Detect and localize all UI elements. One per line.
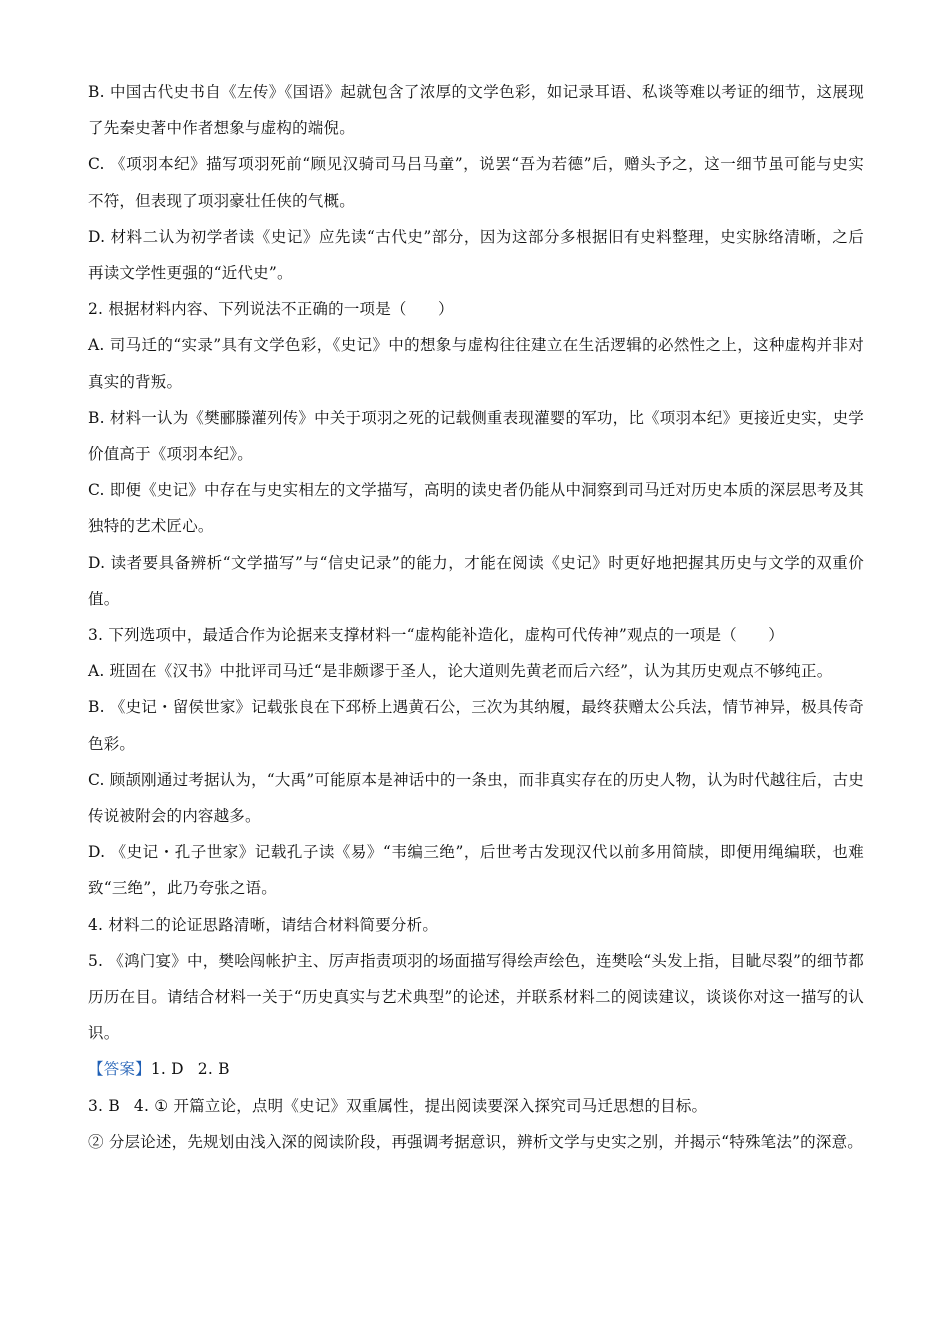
question-4: 4. 材料二的论证思路清晰，请结合材料简要分析。 bbox=[88, 915, 439, 934]
answer-line-2 bbox=[88, 1088, 864, 1124]
q2-option-c: C. 即便《史记》中存在与史实相左的文学描写，高明的读史者仍能从中洞察到司马迁对历史本质的深层思考及其独特的艺术匠心。 bbox=[88, 481, 864, 536]
q3-option-b: B. 《史记・留侯世家》记载张良在下邳桥上遇黄石公，三次为其纳履，最终获赠太公兵法，情节神异，极具传奇色彩。 bbox=[88, 698, 864, 753]
answer-3: 3. B bbox=[88, 1096, 120, 1115]
q2-option-b: B. 材料一认为《樊郦滕灌列传》中关于项羽之死的记载侧重表现灌婴的军功，比《项羽本纪》更接近史实，史学价值高于《项羽本纪》。 bbox=[88, 408, 864, 464]
q3-option-c: C. 顾颉刚通过考据认为，“大禹”可能原本是神话中的一条虫，而非真实存在的历史人物，认为时代越往后，古史传说被附会的内容越多。 bbox=[88, 770, 864, 826]
q2-option-a: A. 司马迁的“实录”具有文学色彩，《史记》中的想象与虚构往往建立在生活逻辑的必然性之上，这种虚构并非对真实的背叛。 bbox=[88, 336, 864, 391]
q1-option-c: C. 《项羽本纪》描写项羽死前“顾见汉骑司马吕马童”，说罢“吾为若德”后，赠头予之，这一细节虽可能与史实不符，但表现了项羽豪壮任侠的气概。 bbox=[88, 155, 864, 210]
q3-option-a: A. 班固在《汉书》中批评司马迁“是非颇谬于圣人，论大道则先黄老而后六经”，认为其历史观点不够纯正。 bbox=[88, 662, 833, 681]
q2-option-d: D. 读者要具备辨析“文学描写”与“信史记录”的能力，才能在阅读《史记》时更好地把握其历史与文学的双重价值。 bbox=[88, 553, 864, 608]
answer-4-point-2: ② 分层论述，先规划由浅入深的阅读阶段，再强调考据意识，辨析文学与史实之别，并揭示“特殊笔法”的深意。 bbox=[88, 1132, 863, 1151]
document-page bbox=[88, 74, 864, 1160]
answer-4-intro: 4. ① 开篇立论，点明《史记》双重属性，提出阅读要深入探究司马迁思想的目标。 bbox=[133, 1096, 708, 1115]
answer-1: 1. D bbox=[150, 1060, 184, 1079]
question-5: 5. 《鸿门宴》中，樊哙闯帐护主、厉声指责项羽的场面描写得绘声绘色，连樊哙“头发上指，目眦尽裂”的细节都历历在目。请结合材料一关于“历史真实与艺术典型”的论述，并联系材料二的阅读建议，谈谈你对这一描写的认识。 bbox=[88, 951, 864, 1043]
answer-2: 2. B bbox=[197, 1060, 230, 1079]
answer-tag: 【答案】 bbox=[88, 1060, 151, 1079]
answer-line-1 bbox=[88, 1051, 864, 1087]
question-2: 2. 根据材料内容、下列说法不正确的一项是（ ） bbox=[88, 300, 454, 319]
question-3: 3. 下列选项中，最适合作为论据来支撑材料一“虚构能补造化，虚构可代传神”观点的一项是（ ） bbox=[88, 626, 784, 645]
q1-option-d: D. 材料二认为初学者读《史记》应先读“古代史”部分，因为这部分多根据旧有史料整理，史实脉络清晰，之后再读文学性更强的“近代史”。 bbox=[88, 227, 864, 283]
q3-option-d: D. 《史记・孔子世家》记载孔子读《易》“韦编三绝”，后世考古发现汉代以前多用简牍，即便用绳编联，也难致“三绝”，此乃夸张之语。 bbox=[88, 843, 864, 898]
q1-option-b: B. 中国古代史书自《左传》《国语》起就包含了浓厚的文学色彩，如记录耳语、私谈等难以考证的细节，这展现了先秦史著中作者想象与虚构的端倪。 bbox=[88, 83, 864, 138]
